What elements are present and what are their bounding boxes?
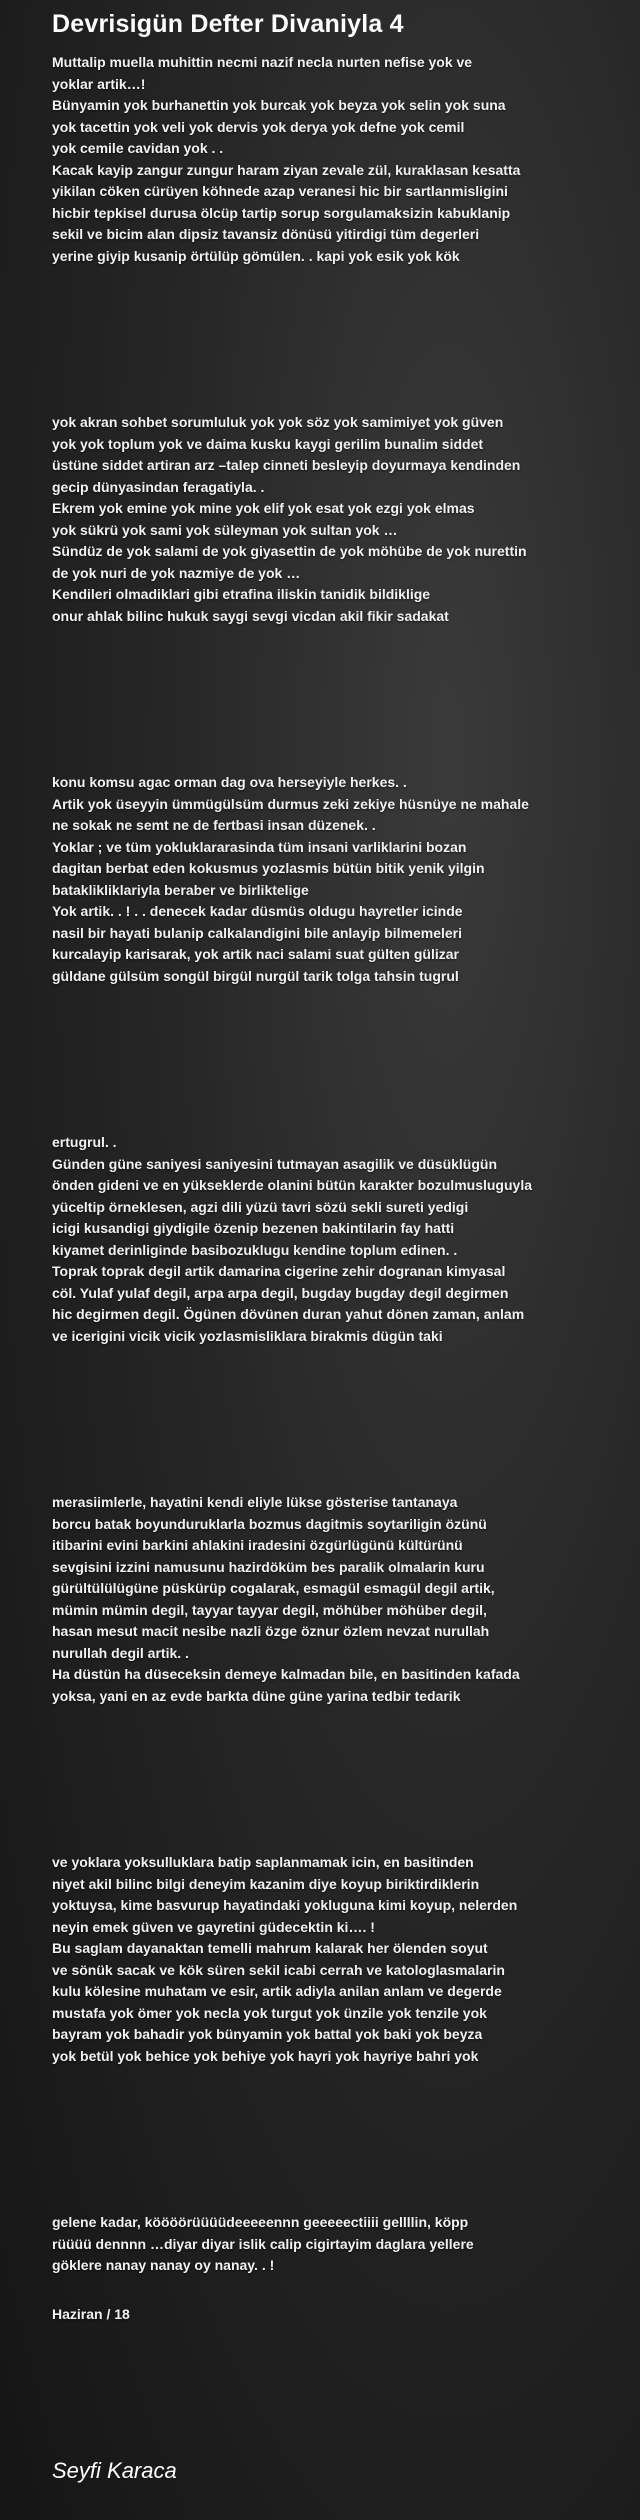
poem-line: bataklikliklariyla beraber ve birliktelige — [52, 881, 309, 898]
poem-line: yüceltip örneklesen, agzi dili yüzü tavri sözü sekli sureti yedigi — [52, 1198, 469, 1215]
poem-line: ve icerigini vicik vicik yozlasmisliklara birakmis dügün taki — [52, 1327, 443, 1344]
poem-line: dagitan berbat eden kokusmus yozlasmis bütün bitik yenik yilgin — [52, 860, 485, 876]
poem-line: itibarini evini barkini ahlakini iradesini özgürlügünü kültürünü — [52, 1537, 463, 1553]
poem-line: güldane gülsüm songül birgül nurgül tarik tolga tahsin tugrul — [52, 967, 459, 984]
poem-line: ve yoklara yoksulluklara batip saplanmamak icin, en basitinden — [52, 1854, 474, 1870]
poem-line: cöl. Yulaf yulaf degil, arpa arpa degil, bugday bugday degil degirmen — [52, 1284, 509, 1301]
poem-line: hic degirmen degil. Ögünen dövünen duran yahut dönen zaman, anlam — [52, 1306, 525, 1322]
poem-line: icigi kusandigi giydigile özenip bezenen bakintilarin fay hatti — [52, 1220, 455, 1236]
poem-date: Haziran / 18 — [52, 2306, 130, 2322]
poem-line: kiyamet derinliginde basibozuklugu kendine toplum edinen. . — [52, 1241, 458, 1258]
stanza-1 — [52, 52, 636, 267]
stanza-3 — [52, 772, 636, 987]
poem-line: mümin mümin degil, tayyar tayyar degil, möhüber möhüber degil, — [52, 1601, 487, 1618]
poem-line: mustafa yok ömer yok necla yok turgut yok ünzile yok tenzile yok — [52, 2004, 487, 2021]
poem-line: Kendileri olmadiklari gibi etrafina iliskin tanidik bildiklige — [52, 586, 431, 602]
poem-line: yoktuysa, kime basvurup hayatindaki yokluguna kimi koyup, nelerden — [52, 1897, 518, 1913]
poem-line: yok betül yok behice yok behiye yok hayri yok hayriye bahri yok — [52, 2047, 479, 2064]
poem-line: Ekrem yok emine yok mine yok elif yok esat yok ezgi yok elmas — [52, 500, 475, 516]
poem-line: nasil bir hayati bulanip calkalandigini bile anlayip bilmemeleri — [52, 924, 463, 941]
poem-line: borcu batak boyunduruklarla bozmus dagitmis soytariligin özünü — [52, 1515, 487, 1532]
poem-line: nurullah degil artik. . — [52, 1644, 189, 1661]
poem-line: Yok artik. . ! . . denecek kadar düsmüs oldugu hayretler icinde — [52, 903, 463, 919]
poem-line: de yok nuri de yok nazmiye de yok … — [52, 564, 301, 581]
poem-line: yoklar artik…! — [52, 75, 146, 92]
poem-line: yok yok toplum yok ve daima kusku kaygi gerilim bunalim siddet — [52, 435, 484, 452]
poem-line: göklere nanay nanay oy nanay. . ! — [52, 2257, 275, 2273]
poem-line: onur ahlak bilinc hukuk saygi sevgi vicdan akil fikir sadakat — [52, 607, 449, 624]
stanza-2 — [52, 412, 636, 627]
poem-line: yok akran sohbet sorumluluk yok yok söz yok samimiyet yok güven — [52, 414, 504, 430]
poem-line: ne sokak ne semt ne de fertbasi insan düzenek. . — [52, 817, 376, 833]
poem-line: niyet akil bilinc bilgi deneyim kazanim diye koyup biriktirdiklerin — [52, 1875, 480, 1892]
poem-line: Muttalip muella muhittin necmi nazif necla nurten nefise yok ve — [52, 54, 473, 70]
poem-line: Toprak toprak degil artik damarina cigerine zehir dogranan kimyasal — [52, 1263, 506, 1279]
poem-line: Kacak kayip zangur zungur haram ziyan zevale zül, kuraklasan kesatta — [52, 161, 521, 178]
poem-line: Bu saglam dayanaktan temelli mahrum kalarak her ölenden soyut — [52, 1940, 488, 1956]
poem-line: hicbir tepkisel durusa ölcüp tartip sorup sorgulamaksizin kabuklanip — [52, 204, 511, 221]
poem-line: ertugrul. . — [52, 1134, 117, 1150]
poem-line: merasiimlerle, hayatini kendi eliyle lükse gösterise tantanaya — [52, 1494, 458, 1510]
poem-line: sekil ve bicim alan dipsiz tavansiz dönüsü yitirdigi tüm degerleri — [52, 226, 480, 242]
line-gap — [52, 2277, 636, 2299]
poem-line: hasan mesut macit nesibe nazli özge öznur özlem nevzat nurullah — [52, 1623, 490, 1639]
poem-line: kulu kölesine muhatam ve esir, artik adiyla anilan anlam ve degerde — [52, 1983, 502, 1999]
poem-line: gelene kadar, köööörüüüüdeeeeennn geeeeectiiii gellllin, köpp — [52, 2214, 469, 2230]
stanza-7 — [52, 2212, 636, 2326]
poem-line: neyin emek güven ve gayretini güdecektin ki…. ! — [52, 1918, 375, 1935]
poem-line: yok cemile cavidan yok . . — [52, 140, 224, 156]
poem-line: Yoklar ; ve tüm yokluklararasinda tüm insani varliklarini bozan — [52, 838, 467, 855]
poem-line: yok tacettin yok veli yok dervis yok derya yok defne yok cemil — [52, 118, 465, 135]
poem-line: konu komsu agac orman dag ova herseyiyle herkes. . — [52, 774, 407, 790]
poem-line: kurcalayip karisarak, yok artik naci salami suat gülten gülizar — [52, 946, 459, 962]
poem-line: Bünyamin yok burhanettin yok burcak yok beyza yok selin yok suna — [52, 97, 506, 113]
poem-line: gecip dünyasindan feragatiyla. . — [52, 478, 265, 495]
poem-line: gürültülülügüne püskürüp cogalarak, esmagül esmagül degil artik, — [52, 1580, 495, 1596]
poem-line: Sündüz de yok salami de yok giyasettin de yok möhübe de yok nurettin — [52, 543, 527, 559]
page-title: Devrisigün Defter Divaniyla 4 — [52, 10, 404, 38]
poem-line: bayram yok bahadir yok bünyamin yok battal yok baki yok beyza — [52, 2026, 483, 2042]
stanza-5 — [52, 1492, 636, 1707]
poem-line: üstüne siddet artiran arz –talep cinneti besleyip doyurmaya kendinden — [52, 457, 521, 473]
poem-line: önden gideni ve en yükseklerde olanini bütün karakter bozulmusluguyla — [52, 1177, 532, 1193]
author-signature: Seyfi Karaca — [52, 2458, 177, 2483]
poem-line: yikilan cöken cürüyen köhnede azap veranesi hic bir sartlanmisligini — [52, 183, 508, 199]
poem-line: sevgisini izzini namusunu hazirdöküm bes paralik olmalarin kuru — [52, 1558, 485, 1575]
poem-line: ve sönük sacak ve kök süren sekil icabi cerrah ve katologlasmalarin — [52, 1961, 505, 1978]
poem-line: Ha düstün ha düseceksin demeye kalmadan bile, en basitinden kafada — [52, 1666, 520, 1682]
poem-line: Günden güne saniyesi saniyesini tutmayan asagilik ve düsüklügün — [52, 1155, 498, 1172]
poem-line: Artik yok üseyyin ümmügülsüm durmus zeki zekiye hüsnüye ne mahale — [52, 795, 529, 812]
stanza-6 — [52, 1852, 636, 2067]
poem-line: yoksa, yani en az evde barkta düne güne yarina tedbir tedarik — [52, 1687, 461, 1704]
poem-line: yerine giyip kusanip örtülüp gömülen. . kapi yok esik yok kök — [52, 247, 460, 264]
poem-line: yok sükrü yok sami yok süleyman yok sultan yok … — [52, 521, 398, 538]
stanza-4 — [52, 1132, 636, 1347]
poem-line: rüüüü dennnn …diyar diyar islik calip cigirtayim daglara yellere — [52, 2235, 474, 2252]
